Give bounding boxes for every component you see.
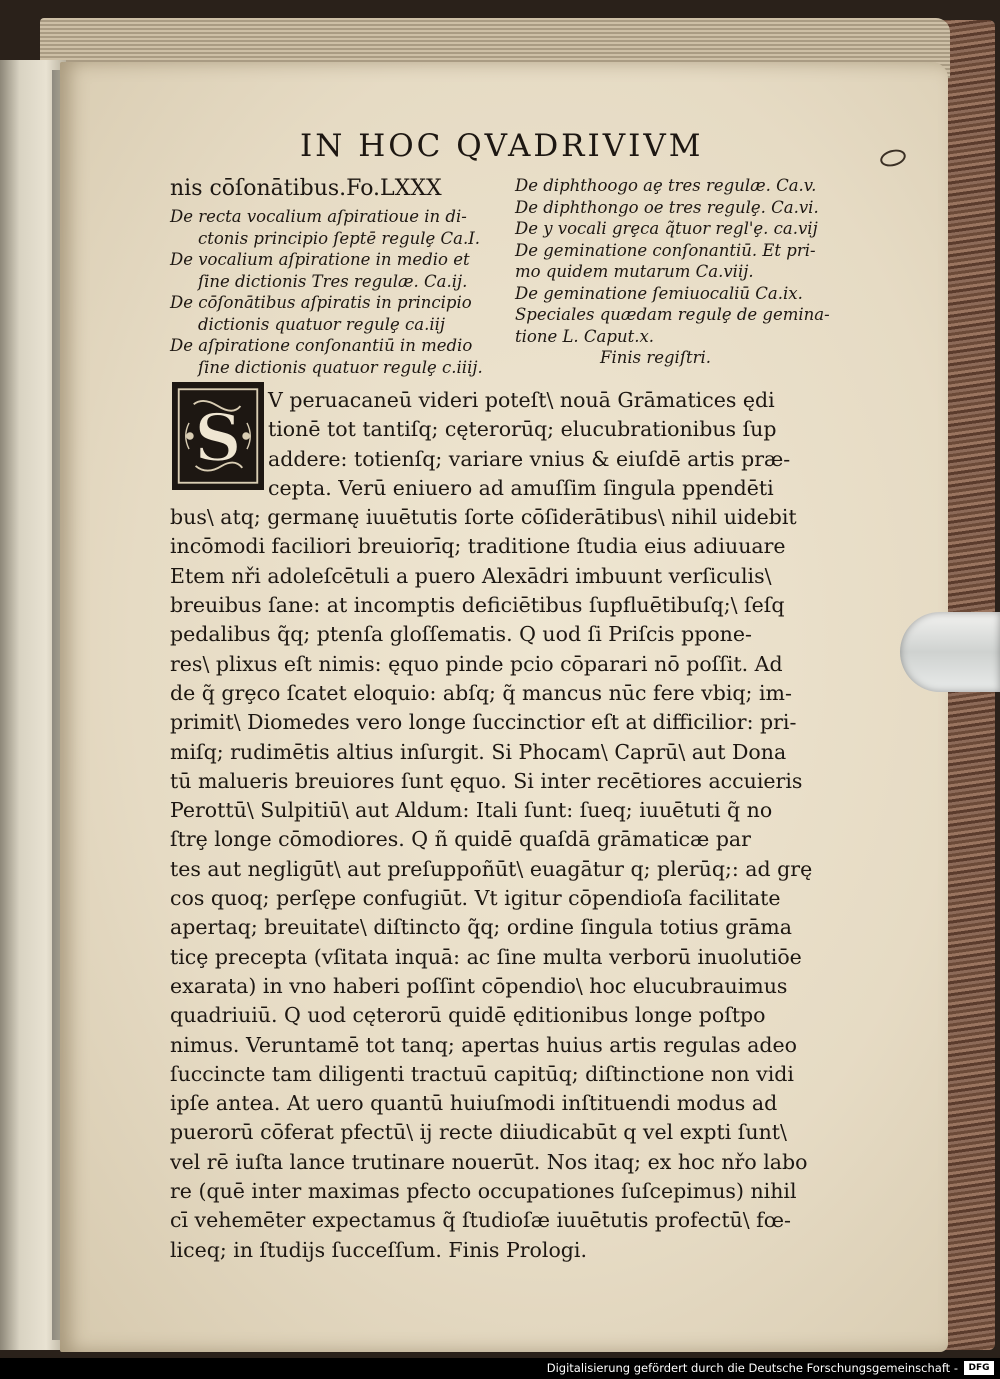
prologue-line: apertaq; breuitate\ diſtincto q̃q; ordine ſingula totius grāma [170,915,792,940]
prologue-line: ſuccincte tam diligenti tractuū capitūq; diſtinctione non vidi [170,1061,794,1086]
register-entry: dictionis quatuor regulȩ ca.iij [198,314,446,334]
prologue-line: cī vehemēter expectamus q̃ ſtudioſæ iuuētutis profectū\ fœ- [170,1208,791,1233]
prologue-line: tū malueris breuiores ſunt ęquo. Si inter recētiores accuieris [170,768,803,793]
prologue-line: cepta. Verū eniuero ad amuſſim ſingula ppendēti [268,475,774,500]
register-entry: ſine dictionis quatuor regulȩ c.iiij. [198,357,483,377]
register-end: Finis regiſtri. [600,348,711,367]
register-entry: Speciales quædam regulȩ de gemina- [515,305,830,324]
prologue-line: tionē tot tantiſq; cęterorūq; elucubrationibus ſup [268,417,777,442]
prologue-line: breuibus ſane: at incomptis deficiētibus ſupfluētibuſq;\ ſeſq [170,593,785,618]
prologue-line: Etem nři adoleſcētuli a puero Alexādri imbuunt verſiculis\ [170,563,772,588]
register-entry: nis cōſonātibus.Fo.LXXX [170,176,442,201]
register-entry: ctonis principio ſeptē regulȩ Ca.I. [198,228,480,248]
initial-letter: S [194,400,242,477]
prologue-line: ſtrȩ longe cōmodiores. Q ñ quidē quaſdā grāmaticæ par [170,827,751,852]
prologue-line: V peruacaneū videri poteſt\ nouā Grāmatices ędi [268,388,775,412]
prologue-line: exarata) in vno haberi poſſint cōpendio\ hoc elucubrauimus [170,973,788,998]
register-entry: ſine dictionis Tres regulæ. Ca.ij. [198,271,468,291]
dfg-logo: DFG [964,1361,994,1375]
prologue-line: addere: totienſq; variare vnius & eiuſdē artis præ- [268,446,791,471]
prologue-line: vel rē iuſta lance trutinare nouerūt. Nos itaq; ex hoc nřo labo [170,1149,808,1174]
prologue-line: pedalibus q̃q; ptenſa gloſſematis. Q uod ſi Priſcis ppone- [170,622,752,647]
prologue-line: nimus. Veruntamē tot tanq; apertas huius artis regulas adeo [170,1032,798,1057]
funding-credit: Digitalisierung gefördert durch die Deutsche Forschungsgemeinschaft - [546,1361,958,1375]
page-clip [900,612,1000,692]
page-title: IN HOC QVADRIVIVM [300,128,704,164]
prologue-line: incōmodi faciliori breuiorīq; traditione ſtudia eius adiuuare [170,534,786,559]
register-entry: De geminatione conſonantiū. Et pri- [515,240,816,260]
prologue-line: ipſe antea. At uero quantū huiuſmodi inſtituendi modus ad [170,1091,778,1116]
prologue-text [170,386,850,1265]
footer-bar [0,1358,1000,1379]
prologue-line: bus\ atq; germanę iuuētutis ſorte cōſiderātibus\ nihil uidebit [170,505,797,530]
prologue-line: liceq; in ſtudijs ſucceſſum. Finis Prologi. [170,1237,587,1262]
register-entry: De recta vocalium aſpiratioue in di- [170,207,467,226]
prologue-line: cos quoq; perſępe confugiūt. Vt igitur cōpendioſa facilitate [170,886,781,911]
register-entry: De diphthongo oe tres regulȩ. Ca.vi. [515,197,819,217]
register-entry: De cōſonātibus aſpiratis in principio [170,293,472,312]
prologue-line: puerorū cōferat pfectū\ ij recte diiudicabūt q vel expti ſunt\ [170,1120,787,1145]
register-entry: De vocalium aſpiratione in medio et [170,250,470,269]
prologue-line: de q̃ grȩco ſcatet eloquio: abſq; q̃ mancus nūc fere vbiq; im- [170,680,792,705]
register-right-column [515,175,850,369]
prologue-line: ticȩ precepta (vſitata inquā: ac ſine multa verborū inuolutiōe [170,944,802,969]
register-entry: De aſpiratione conſonantiū in medio [170,336,473,355]
prologue-line: Perottū\ Sulpitiū\ aut Aldum: Itali ſunt: ſueq; iuuētuti q̃ no [170,798,773,823]
register-entry: De diphthoogo aȩ tres regulæ. Ca.v. [515,176,817,195]
prologue-line: re (quē inter maximas pfecto occupationes ſuſcepimus) nihil [170,1179,797,1204]
prologue-line: res\ plixus eſt nimis: ęquo pinde pcio cōparari nō poſſit. Ad [170,651,783,676]
register-entry: tione L. Caput.x. [515,326,655,346]
prologue-line: quadriuiū. Q uod cęterorū quidē ęditionibus longe poſtpo [170,1003,766,1028]
register-entry: De y vocali grȩca q̃tuor regl'ȩ. ca.vij [515,219,818,238]
register-entry: De geminatione ſemiuocaliū Ca.ix. [515,283,803,303]
register-left-column [170,172,510,378]
register-entry: mo quidem mutarum Ca.viij. [515,262,754,281]
prologue-line: tes aut negligūt\ aut preſuppoñūt\ euagātur q; plerūq;: ad grę [170,856,813,881]
prologue-line: primit\ Diomedes vero longe ſuccinctior eſt at difficilior: pri- [170,710,797,735]
prologue-line: miſq; rudimētis altius inſurgit. Si Phocam\ Caprū\ aut Dona [170,739,787,764]
